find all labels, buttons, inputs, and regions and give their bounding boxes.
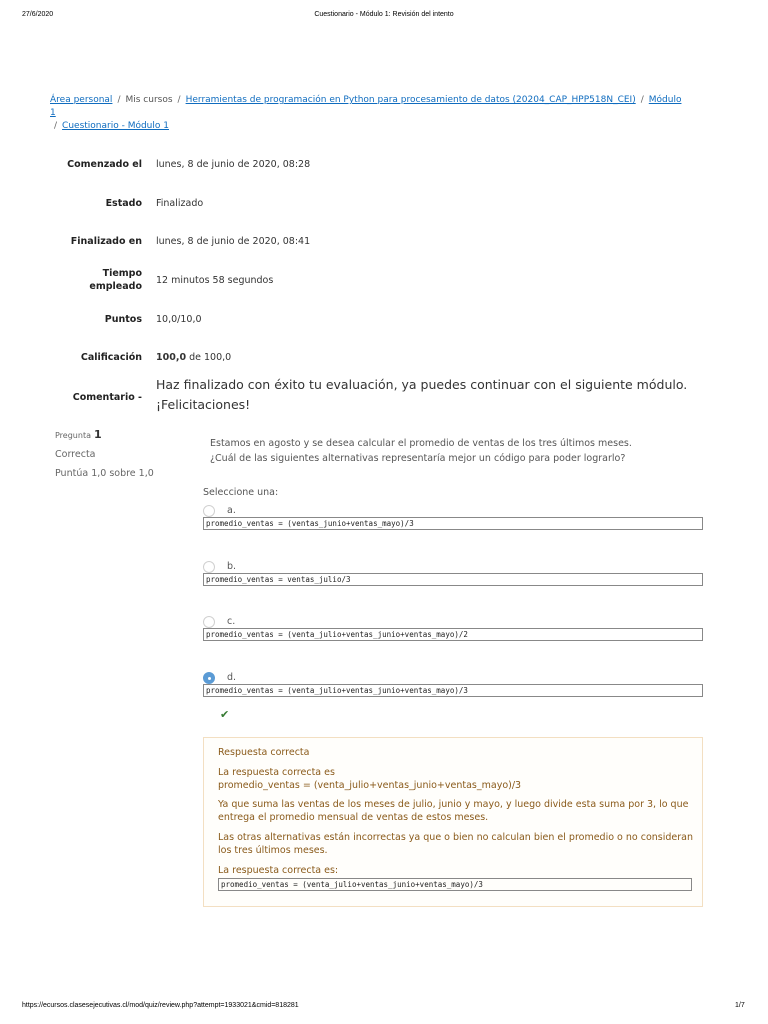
summary-label: Comentario - xyxy=(72,392,142,403)
question-text-line-2: ¿Cuál de las siguientes alternativas representaría mejor un código para poder lograrlo? xyxy=(210,453,626,464)
summary-label: Puntos xyxy=(104,314,142,325)
comment-line-2: ¡Felicitaciones! xyxy=(156,397,251,412)
summary-label: Estado xyxy=(105,198,142,209)
feedback-paragraph: Ya que suma las ventas de los meses de julio, junio y mayo, y luego divide esta suma por 3, lo que entrega el promedio mensual de ventas de estos meses. xyxy=(218,799,689,823)
breadcrumb-area-personal[interactable]: Área personal xyxy=(50,95,113,105)
grade-max: de 100,0 xyxy=(186,352,232,363)
question-text xyxy=(210,436,680,466)
breadcrumb-mis-cursos[interactable]: Mis cursos xyxy=(125,95,173,105)
feedback-title: Respuesta correcta xyxy=(218,747,310,758)
option-letter: d. xyxy=(227,672,237,683)
option-code: promedio_ventas = (venta_julio+ventas_junio+ventas_mayo)/3 xyxy=(203,684,703,697)
select-one-label: Seleccione una: xyxy=(203,487,279,498)
summary-value xyxy=(156,351,231,364)
summary-value: 12 minutos 58 segundos xyxy=(156,275,274,286)
radio-button[interactable] xyxy=(203,616,215,628)
breadcrumb-module[interactable]: Módulo 1 xyxy=(50,95,682,118)
correct-check-icon: ✔ xyxy=(220,708,230,721)
breadcrumb-quiz[interactable]: Cuestionario - Módulo 1 xyxy=(62,121,169,131)
feedback-box xyxy=(203,737,703,907)
feedback-answer-label: La respuesta correcta es: xyxy=(218,865,339,876)
question-info xyxy=(55,428,154,487)
option-letter: b. xyxy=(227,561,237,572)
radio-button[interactable] xyxy=(203,561,215,573)
summary-value: 10,0/10,0 xyxy=(156,314,202,325)
question-state: Correcta xyxy=(55,449,96,460)
summary-label: Calificación xyxy=(80,352,142,363)
radio-button[interactable] xyxy=(203,505,215,517)
breadcrumb-separator: / xyxy=(177,95,181,105)
print-url: https://ecursos.clasesejecutivas.cl/mod/quiz/review.php?attempt=1933021&cmid=818281 xyxy=(22,1002,299,1009)
option-code: promedio_ventas = (venta_julio+ventas_junio+ventas_mayo)/2 xyxy=(203,628,703,641)
option-letter: a. xyxy=(227,505,236,516)
feedback-intro: La respuesta correcta es xyxy=(218,767,335,778)
question-number-label: Pregunta xyxy=(55,431,91,440)
summary-value: Finalizado xyxy=(156,198,204,209)
option-code: promedio_ventas = ventas_julio/3 xyxy=(203,573,703,586)
breadcrumb-separator: / xyxy=(640,95,644,105)
summary-value: lunes, 8 de junio de 2020, 08:28 xyxy=(156,159,311,170)
breadcrumb-separator: / xyxy=(54,121,58,131)
comment-line-1: Haz finalizado con éxito tu evaluación, ya puedes continuar con el siguiente módulo. xyxy=(156,377,688,392)
summary-value: lunes, 8 de junio de 2020, 08:41 xyxy=(156,236,311,247)
radio-button-checked[interactable] xyxy=(203,672,215,684)
feedback-code: promedio_ventas = (venta_julio+ventas_junio+ventas_mayo)/3 xyxy=(218,878,692,891)
breadcrumb-course[interactable]: Herramientas de programación en Python para procesamiento de datos (20204_CAP_HPP518N_CEI) xyxy=(185,95,636,105)
print-date: 27/6/2020 xyxy=(22,11,54,18)
breadcrumb xyxy=(50,94,690,133)
option-letter: c. xyxy=(227,616,236,627)
summary-label: Tiempo empleado xyxy=(89,268,142,292)
feedback-formula: promedio_ventas = (venta_julio+ventas_junio+ventas_mayo)/3 xyxy=(218,780,522,791)
print-page-number: 1/7 xyxy=(735,1002,745,1009)
summary-label: Finalizado en xyxy=(70,236,142,247)
question-number: 1 xyxy=(94,428,102,441)
feedback-paragraph: Las otras alternativas están incorrectas ya que o bien no calculan bien el promedio o no consideran los tres últimos meses. xyxy=(218,832,694,856)
summary-label: Comenzado el xyxy=(67,159,142,170)
print-title: Cuestionario - Módulo 1: Revisión del intento xyxy=(314,11,454,18)
grade-value: 100,0 xyxy=(156,352,187,363)
breadcrumb-separator: / xyxy=(117,95,121,105)
option-code: promedio_ventas = (ventas_junio+ventas_mayo)/3 xyxy=(203,517,703,530)
question-grade: Puntúa 1,0 sobre 1,0 xyxy=(55,468,154,479)
summary-value xyxy=(156,375,687,415)
question-text-line-1: Estamos en agosto y se desea calcular el promedio de ventas de los tres últimos meses. xyxy=(210,438,632,449)
